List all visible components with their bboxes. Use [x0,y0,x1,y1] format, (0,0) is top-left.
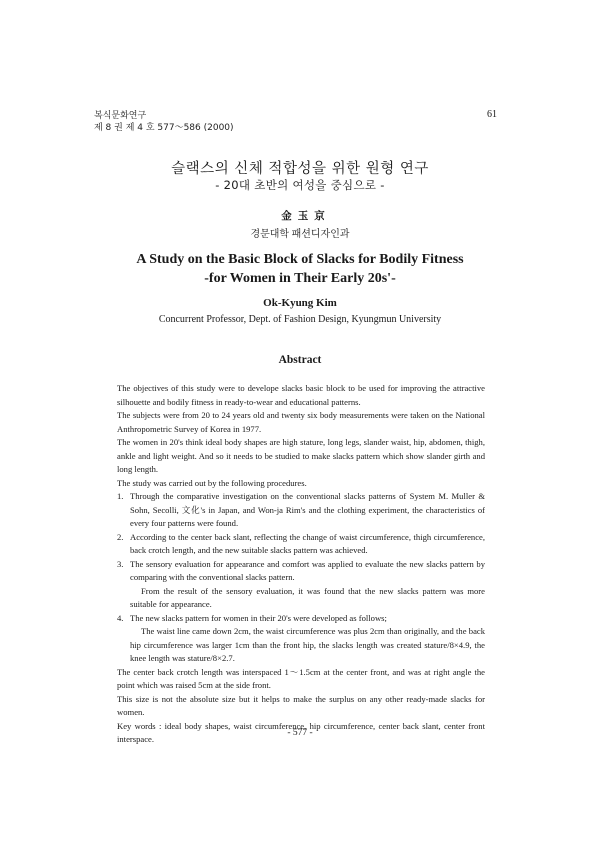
journal-info [94,110,234,134]
abstract-paragraph: The study was carried out by the following procedures. [117,477,307,488]
keywords: Key words : ideal body shapes, waist circumference, hip circumference, center back slant, center front interspace. [117,720,485,744]
korean-title: 슬랙스의 신체 적합성을 위한 원형 연구 [171,161,429,177]
abstract-paragraph: The objectives of this study were to develope slacks basic block to be used for improving the attractive silhouette and bodily fitness in ready-to-wear and educational patterns. [117,383,485,407]
english-title-line2: -for Women in Their Early 20s'- [204,271,396,286]
journal-name: 복식문화연구 [94,111,147,121]
list-item-text: According to the center back slant, reflecting the change of waist circumference, thigh circumference, back crotch length, and the new suitable slacks pattern was achieved. [130,531,485,555]
english-author: Ok-Kyung Kim [263,297,337,309]
list-item [117,558,485,585]
procedure-list [117,490,485,585]
list-item-number: 2. [117,531,124,542]
list-item-text: The new slacks pattern for women in their 20's were developed as follows; [130,612,387,623]
list-item [117,612,485,626]
korean-affiliation: 경문대학 패션디자인과 [250,229,350,240]
list-item-text: Through the comparative investigation on the conventional slacks patterns of System M. Muller & Sohn, Secolli, 文化's in Japan, and Won-ja Rim's and the clothing experiment, the characteristics of every four patterns were found. [130,491,485,528]
list-item-subparagraph: The waist line came down 2cm, the waist circumference was plus 2cm than originally, and the back hip circumference was larger 1cm than the front hip, the slacks length was created stature/8×4.9, the knee length was stature/8×2.7. [130,626,485,663]
list-item-number: 1. [117,491,124,501]
korean-subtitle: - 20대 초반의 여성을 중심으로 - [215,178,385,192]
list-item [117,531,485,558]
abstract-paragraph: The subjects were from 20 to 24 years old and twenty six body measurements were taken on the National Anthropometric Survey of Korea in 1977. [117,410,485,434]
list-item [117,490,485,531]
english-affiliation: Concurrent Professor, Dept. of Fashion Design, Kyungmun University [158,314,442,325]
journal-volume: 제 8 권 제 4 호 577～586 (2000) [94,123,234,133]
english-title-line1: A Study on the Basic Block of Slacks for Bodily Fitness [136,252,464,267]
list-item-subparagraph: From the result of the sensory evaluation, it was found that the new slacks pattern was more suitable for appearance. [130,585,485,609]
abstract-paragraph: The women in 20's think ideal body shapes are high stature, long legs, slander waist, hip, abdomen, thigh, ankle and light weight. And so it needs to be studied to make slacks pattern which show slander girth and long length. [117,437,485,474]
procedure-list-cont [117,612,485,626]
list-item-number: 3. [117,558,124,569]
abstract-paragraph: The center back crotch length was interspaced 1～1.5cm at the center front, and was at right angle the point which was raised 5cm at the side front. [117,666,485,690]
abstract-body [117,382,485,747]
page-number: 61 [487,109,497,120]
list-item-number: 4. [117,612,124,623]
korean-author: 金玉京 [281,210,331,222]
footer-page-label: - 577 - [287,728,313,738]
abstract-paragraph: This size is not the absolute size but it helps to make the surplus on any other ready-made slacks for women. [117,693,485,717]
list-item-text: The sensory evaluation for appearance and comfort was applied to evaluate the new slacks pattern by comparing with the conventional slacks pattern. [130,558,485,582]
abstract-heading: Abstract [278,354,322,366]
